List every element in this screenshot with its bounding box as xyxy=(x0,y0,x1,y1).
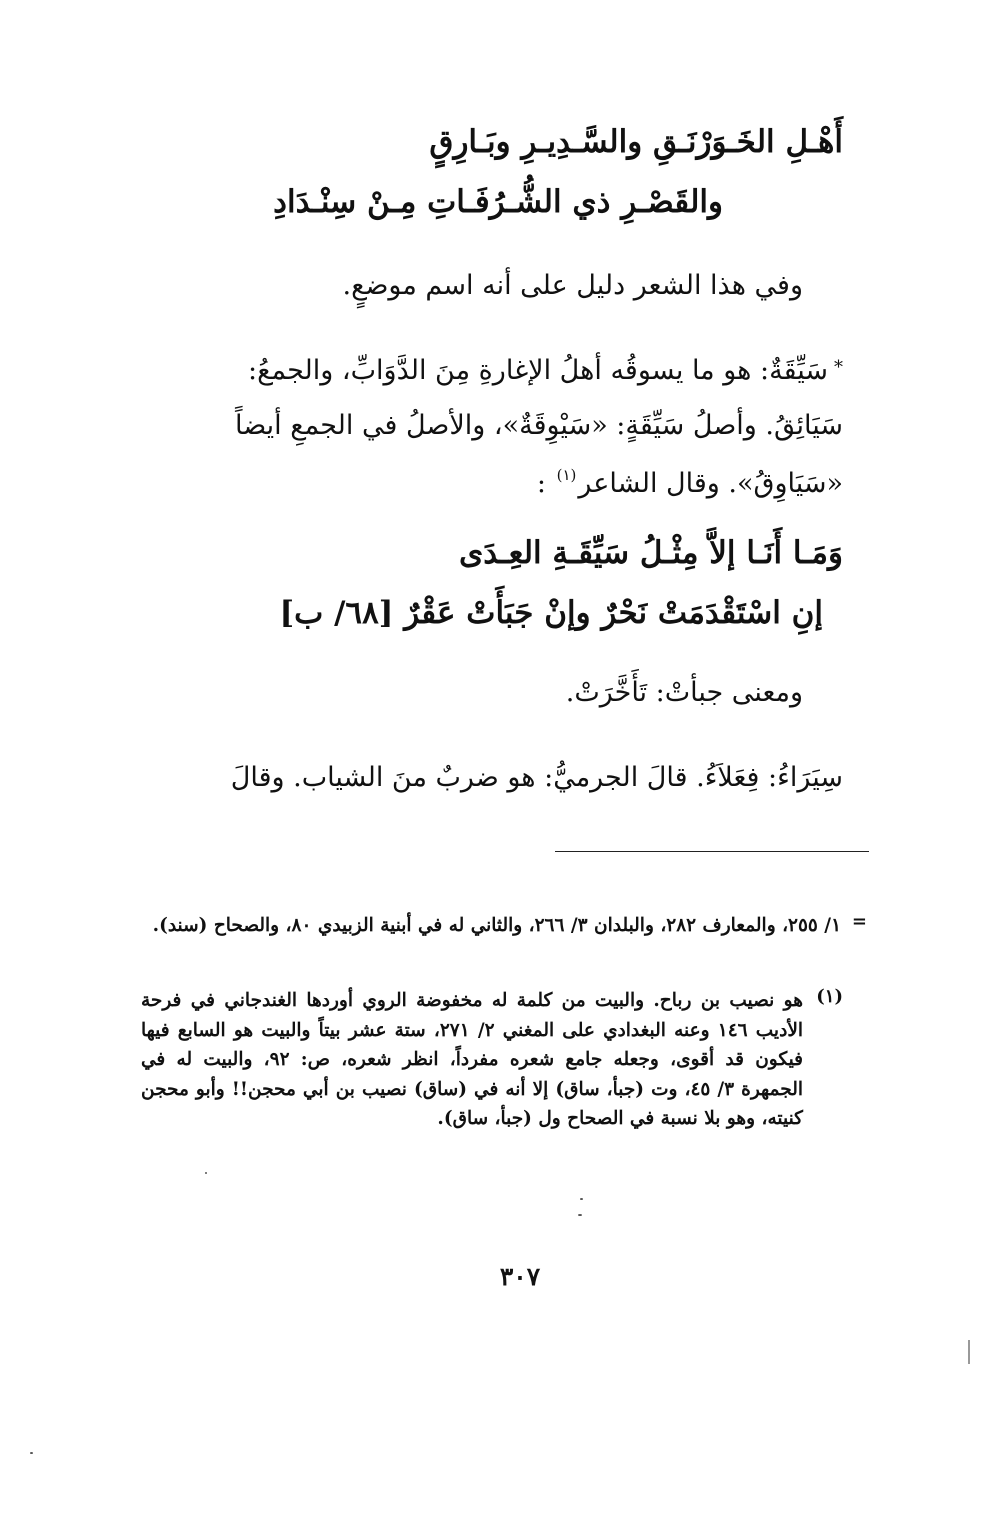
footnote-separator xyxy=(555,851,869,852)
scan-speck xyxy=(968,1340,970,1364)
verse2-line2: إنِ اسْتَقْدَمَتْ نَحْرٌ وإنْ جَبَأَتْ عَقْرٌ [٦٨/ ب] xyxy=(279,595,823,631)
scan-speck xyxy=(578,1214,582,1216)
entry-siqa-line3-text: «سَيَاوِقُ». وقال الشاعر xyxy=(578,468,843,499)
footnote-1-marker: (١) xyxy=(816,986,843,1007)
entry-siqa-line1 xyxy=(248,355,843,386)
paragraph-place-name: وفي هذا الشعر دليل على أنه اسم موضعٍ. xyxy=(342,270,803,301)
scan-speck xyxy=(580,1198,583,1200)
scan-speck xyxy=(205,1172,207,1174)
footnote-continuation-text: ١/ ٢٥٥، والمعارف ٢٨٢، والبلدان ٣/ ٢٦٦، والثاني له في أبنية الزبيدي ٨٠، والصحاح (سند). xyxy=(152,915,841,936)
entry-star-marker: * xyxy=(834,357,843,378)
paragraph-jaba-meaning: ومعنى جبأتْ: تَأَخَّرَتْ. xyxy=(565,677,803,708)
verse1-line2: والقَصْـرِ ذي الشُّـرُفَـاتِ مِـنْ سِنْـدَادِ xyxy=(273,184,723,220)
verse2-line1: وَمَـا أَنَـا إلاَّ مِثْـلُ سَيِّقَـةِ العِـدَى xyxy=(459,535,843,571)
footnote-reference-1: (١) xyxy=(556,466,577,484)
page-number: ٣٠٧ xyxy=(499,1262,541,1291)
footnote-1-text: هو نصيب بن رباح. والبيت من كلمة له مخفوضة الروي أوردها الغندجاني في فرحة الأديب ١٤٦ وعنه البغدادي على المغني ٢/ ٢٧١، ستة عشر بيتاً والبيت هو السابع فيها فيكون قد أقوى، وجعله جامع شعره مفرداً، انظر شعره، ص: ٩٢، والبيت له في الجمهرة ٣/ ٤٥، وت (جبأ، ساق) إلا أنه في (ساق) نصيب بن أبي محجن!! وأبو محجن كنيته، وهو بلا نسبة في الصحاح ول (جبأ، ساق). xyxy=(141,990,804,1129)
entry-siqa-line1-text: سَيِّقَةٌ: هو ما يسوقُه أهلُ الإغارةِ مِنَ الدَّوَابِّ، والجمعُ: xyxy=(248,355,828,386)
footnote-continuation-marker: = xyxy=(851,911,867,932)
entry-siraa-line: سِيَرَاءُ: فِعَلاَءُ. قالَ الجرميُّ: هو ضربٌ منَ الشياب. وقالَ xyxy=(230,762,843,793)
verse1-line1: أَهْـلِ الخَـوَرْنَـقِ والسَّـدِيـرِ وبَـارِقٍ xyxy=(429,124,843,160)
scan-speck xyxy=(30,1452,33,1454)
entry-siqa-line3 xyxy=(537,466,843,499)
entry-siqa-line3-colon: : xyxy=(536,468,555,499)
entry-siqa-line2: سَيَائِقُ. وأصلُ سَيِّقَةٍ: «سَيْوِقَةٌ»، والأصلُ في الجمعِ أيضاً xyxy=(235,410,843,441)
